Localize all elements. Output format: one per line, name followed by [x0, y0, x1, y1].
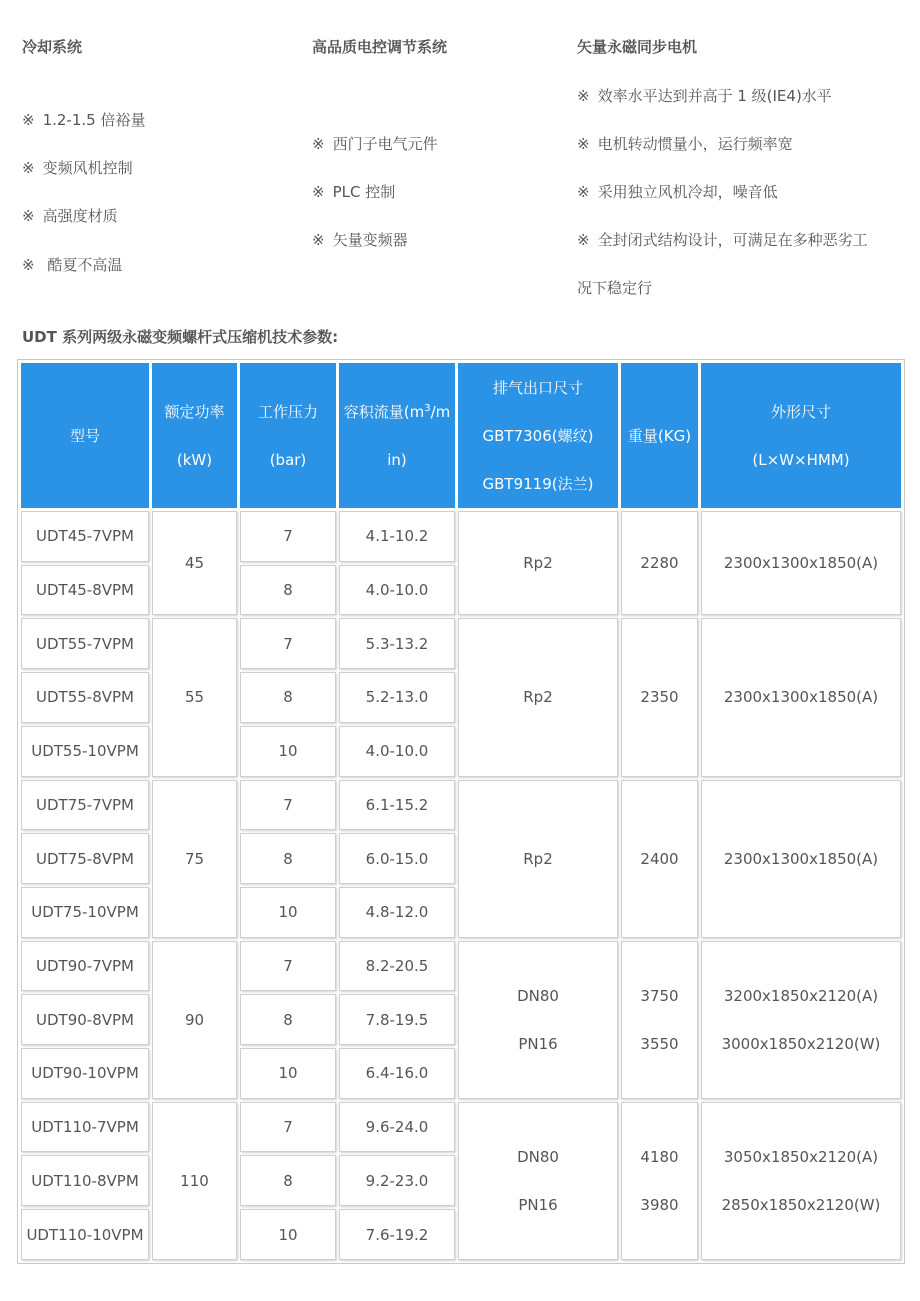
cell-outlet-line: Rp2: [523, 849, 553, 868]
cell-weight-line: 2350: [640, 688, 679, 707]
cell-flow: 6.4-16.0: [339, 1048, 455, 1099]
cell-flow: 4.8-12.0: [339, 887, 455, 938]
cell-flow: 4.0-10.0: [339, 726, 455, 777]
cell-weight-line: 2400: [640, 849, 679, 868]
cell-flow: 7.6-19.2: [339, 1209, 455, 1260]
cell-dimensions-line: 2850x1850x2120(W): [721, 1195, 881, 1214]
cell-outlet-line: PN16: [518, 1034, 558, 1053]
reference-mark-icon: ※: [22, 159, 35, 177]
feature-item-text: 效率水平达到并高于 1 级(IE4)水平: [597, 87, 832, 105]
cell-pressure: 7: [240, 780, 336, 831]
feature-item: [577, 85, 832, 106]
table-row: [21, 618, 901, 669]
cell-outlet: [458, 941, 618, 1099]
cell-pressure: 8: [240, 565, 336, 616]
cell-flow: 5.3-13.2: [339, 618, 455, 669]
feature-item: [22, 254, 122, 275]
cell-outlet: [458, 618, 618, 776]
feature-title: 矢量永磁同步电机: [577, 38, 698, 56]
spec-table-body: [21, 511, 901, 1260]
cell-dimensions-line: 3050x1850x2120(A): [723, 1147, 879, 1166]
cell-outlet-line: DN80: [517, 986, 559, 1005]
cell-outlet-line: Rp2: [523, 688, 553, 707]
reference-mark-icon: ※: [22, 207, 35, 225]
cell-pressure: 10: [240, 1209, 336, 1260]
cell-weight-line: 3980: [640, 1195, 679, 1214]
reference-mark-icon: ※: [312, 135, 325, 153]
cell-model: UDT75-10VPM: [21, 887, 149, 938]
cell-weight-line: 2280: [640, 554, 679, 573]
feature-item-text: 采用独立风机冷却，噪音低: [597, 183, 778, 201]
cell-dimensions: [701, 618, 901, 776]
cell-weight: [621, 941, 698, 1099]
table-row: [21, 941, 901, 992]
reference-mark-icon: ※: [22, 111, 35, 129]
header-dimensions-label: 外形尺寸: [770, 402, 831, 421]
reference-mark-icon: ※: [312, 231, 325, 249]
feature-item: [577, 133, 793, 154]
cell-power: 55: [152, 618, 237, 776]
cell-power: 75: [152, 780, 237, 938]
cell-flow: 4.0-10.0: [339, 565, 455, 616]
table-row: [21, 780, 901, 831]
feature-item: [577, 181, 778, 202]
cell-power: 110: [152, 1102, 237, 1260]
header-power: [152, 363, 237, 508]
cell-pressure: 7: [240, 511, 336, 562]
cell-outlet-line: PN16: [518, 1195, 558, 1214]
cell-pressure: 7: [240, 1102, 336, 1153]
cell-dimensions-line: 2300x1300x1850(A): [723, 688, 879, 707]
spec-table-header: [21, 363, 901, 508]
cell-pressure: 8: [240, 833, 336, 884]
cell-dimensions: [701, 511, 901, 615]
feature-item: [312, 181, 395, 202]
cell-dimensions: [701, 1102, 901, 1260]
header-pressure-label: 工作压力: [257, 402, 318, 421]
cell-model: UDT55-8VPM: [21, 672, 149, 723]
cell-pressure: 7: [240, 941, 336, 992]
cell-model: UDT45-7VPM: [21, 511, 149, 562]
cell-power: 45: [152, 511, 237, 615]
header-flow-unit: in): [387, 450, 407, 469]
cell-dimensions: [701, 780, 901, 938]
feature-item-text: 1.2-1.5 倍裕量: [42, 111, 146, 129]
cell-model: UDT90-7VPM: [21, 941, 149, 992]
cell-model: UDT75-8VPM: [21, 833, 149, 884]
table-row: [21, 511, 901, 562]
header-model: 型号: [21, 363, 149, 508]
feature-item-text: 电机转动惯量小，运行频率宽: [597, 135, 793, 153]
header-dimensions: [701, 363, 901, 508]
cell-flow: 5.2-13.0: [339, 672, 455, 723]
cell-model: UDT75-7VPM: [21, 780, 149, 831]
cell-weight-line: 3550: [640, 1034, 679, 1053]
cell-outlet-line: DN80: [517, 1147, 559, 1166]
feature-item: [577, 229, 868, 250]
header-flow-text-b: /m: [430, 402, 451, 421]
cell-weight: [621, 511, 698, 615]
feature-title: 冷却系统: [22, 38, 83, 56]
header-flow: [339, 363, 455, 508]
header-outlet-thread: GBT7306(螺纹): [482, 426, 594, 445]
cell-flow: 7.8-19.5: [339, 994, 455, 1045]
feature-item-text: 矢量变频器: [332, 231, 408, 249]
feature-item: [22, 157, 133, 178]
cell-dimensions-line: 2300x1300x1850(A): [723, 554, 879, 573]
table-row: [21, 1102, 901, 1153]
feature-item-text: PLC 控制: [332, 183, 396, 201]
feature-item-text: 西门子电气元件: [332, 135, 438, 153]
feature-item: [22, 109, 145, 130]
cell-flow: 9.2-23.0: [339, 1155, 455, 1206]
cell-flow: 6.1-15.2: [339, 780, 455, 831]
feature-item-continuation: 况下稳定行: [577, 279, 653, 297]
cell-model: UDT90-10VPM: [21, 1048, 149, 1099]
feature-item: [312, 133, 438, 154]
cell-pressure: 10: [240, 726, 336, 777]
header-outlet-label: 排气出口尺寸: [492, 378, 583, 397]
feature-item-text: 高强度材质: [42, 207, 118, 225]
cell-outlet: [458, 511, 618, 615]
reference-mark-icon: ※: [22, 256, 35, 274]
feature-item-text: 全封闭式结构设计，可满足在多种恶劣工: [597, 231, 868, 249]
header-pressure-unit: (bar): [269, 450, 307, 469]
header-outlet: [458, 363, 618, 508]
cell-model: UDT110-8VPM: [21, 1155, 149, 1206]
cell-outlet: [458, 780, 618, 938]
reference-mark-icon: ※: [577, 183, 590, 201]
cell-dimensions: [701, 941, 901, 1099]
cell-pressure: 7: [240, 618, 336, 669]
reference-mark-icon: ※: [577, 231, 590, 249]
section-title: UDT 系列两级永磁变频螺杆式压缩机技术参数:: [22, 328, 339, 346]
cell-outlet: [458, 1102, 618, 1260]
feature-item-text: 酷夏不高温: [42, 256, 123, 274]
cell-model: UDT45-8VPM: [21, 565, 149, 616]
cell-model: UDT55-7VPM: [21, 618, 149, 669]
cell-weight: [621, 1102, 698, 1260]
header-flow-label: [339, 388, 455, 436]
cell-model: UDT55-10VPM: [21, 726, 149, 777]
cell-model: UDT110-10VPM: [21, 1209, 149, 1260]
cell-flow: 6.0-15.0: [339, 833, 455, 884]
cell-flow: 4.1-10.2: [339, 511, 455, 562]
cell-dimensions-line: 3200x1850x2120(A): [723, 986, 879, 1005]
cell-flow: 9.6-24.0: [339, 1102, 455, 1153]
spec-table: [17, 359, 905, 1264]
header-flow-text-a: 容积流量(m: [343, 402, 425, 421]
header-dimensions-unit: (L×W×HMM): [752, 450, 850, 469]
header-weight: 重量(KG): [621, 363, 698, 508]
cell-weight-line: 4180: [640, 1147, 679, 1166]
cell-flow: 8.2-20.5: [339, 941, 455, 992]
feature-item: [22, 205, 118, 226]
cell-dimensions-line: 3000x1850x2120(W): [721, 1034, 881, 1053]
header-power-label: 额定功率: [164, 402, 225, 421]
reference-mark-icon: ※: [577, 135, 590, 153]
cell-weight: [621, 780, 698, 938]
feature-title: 高品质电控调节系统: [312, 38, 448, 56]
cell-model: UDT90-8VPM: [21, 994, 149, 1045]
cell-pressure: 10: [240, 1048, 336, 1099]
header-power-unit: (kW): [176, 450, 213, 469]
cell-pressure: 8: [240, 994, 336, 1045]
cell-pressure: 8: [240, 672, 336, 723]
reference-mark-icon: ※: [577, 87, 590, 105]
cell-model: UDT110-7VPM: [21, 1102, 149, 1153]
cell-weight-line: 3750: [640, 986, 679, 1005]
header-outlet-flange: GBT9119(法兰): [482, 474, 594, 493]
cell-weight: [621, 618, 698, 776]
feature-item: [312, 229, 408, 250]
header-flow-superscript: 3: [424, 402, 431, 414]
cell-pressure: 10: [240, 887, 336, 938]
reference-mark-icon: ※: [312, 183, 325, 201]
feature-item-text: 变频风机控制: [42, 159, 133, 177]
cell-pressure: 8: [240, 1155, 336, 1206]
header-pressure: [240, 363, 336, 508]
cell-outlet-line: Rp2: [523, 554, 553, 573]
cell-dimensions-line: 2300x1300x1850(A): [723, 849, 879, 868]
cell-power: 90: [152, 941, 237, 1099]
